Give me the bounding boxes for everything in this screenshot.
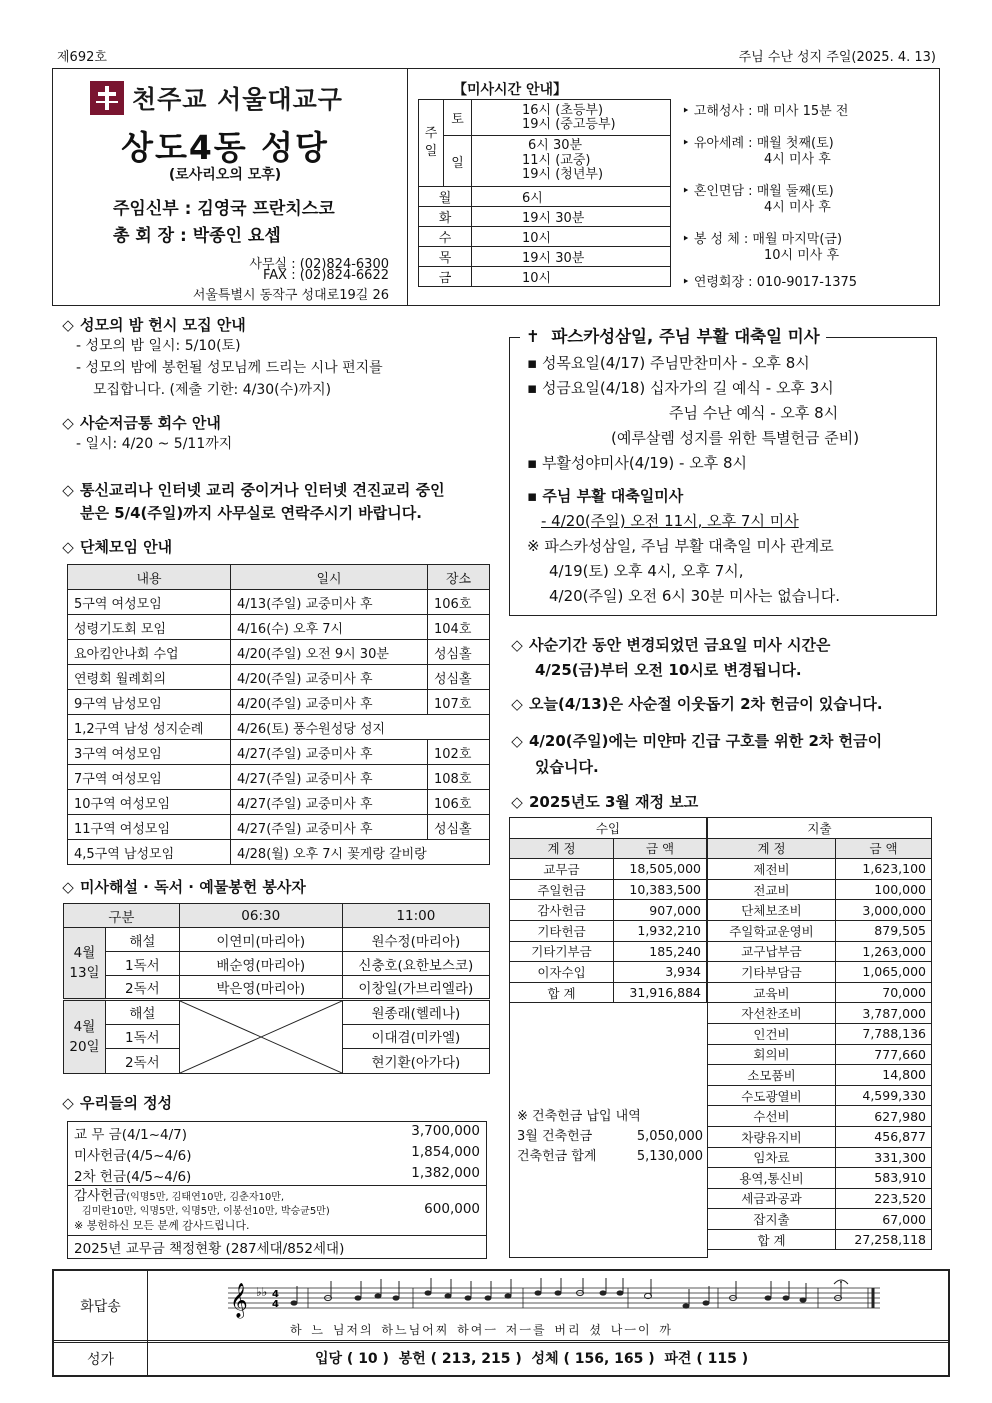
expense-amount: 627,980: [836, 1106, 932, 1127]
bullet-icon: ▪: [527, 487, 543, 505]
arrow-icon: ‣: [682, 104, 694, 119]
total-amount: 27,258,118: [836, 1229, 932, 1250]
col-header: 11:00: [342, 904, 489, 928]
table-row: [68, 765, 490, 790]
group-name: 4,5구역 남성모임: [68, 840, 231, 865]
hymn-label: 성가: [86, 1352, 115, 1368]
svg-text:𝄞: 𝄞: [230, 1283, 248, 1318]
expense-amount: 14,800: [836, 1065, 932, 1086]
building-total-amount: 5,130,000: [636, 1149, 703, 1164]
building-total-label: 건축헌금 합계: [517, 1149, 597, 1164]
empty-cell: [179, 1000, 342, 1074]
expense-item: 자선찬조비: [708, 1003, 836, 1024]
table-row: [68, 690, 490, 715]
income-amount: 907,000: [614, 900, 707, 921]
group-place: 성심홀: [428, 640, 490, 665]
group-name: 연령회 월례회의: [68, 665, 231, 690]
weekday-label: 목: [419, 247, 472, 267]
president: 총 회 장 : 박종인 요셉: [113, 226, 281, 246]
income-item: 감사헌금: [510, 900, 614, 921]
expense-item: 제전비: [708, 859, 836, 880]
expense-item: 주일학교운영비: [708, 920, 836, 941]
group-time: 4/27(주일) 교중미사 후: [231, 815, 428, 840]
group-place: 성심홀: [428, 815, 490, 840]
expense-amount: 70,000: [836, 982, 932, 1003]
table-row: [708, 1126, 932, 1147]
servers-title: ◇ 미사해설 · 독서 · 예물봉헌 봉사자: [60, 876, 306, 897]
divider: [407, 68, 408, 306]
table-row: [510, 900, 707, 921]
table-row: [708, 879, 932, 900]
income-amount: 3,934: [614, 962, 707, 983]
finance-title: ◇ 2025년도 3월 재정 보고: [509, 791, 698, 812]
group-time: 4/16(수) 오후 7시: [231, 615, 428, 640]
thanks-note: ※ 봉헌하신 모든 분께 감사드립니다.: [74, 1218, 250, 1232]
server-name: 박은영(마리아): [179, 976, 342, 1000]
income-amount: 10,383,500: [614, 879, 707, 900]
expense-amount: 1,263,000: [836, 941, 932, 962]
notice-friday-mass: ◇ 사순기간 동안 변경되었던 금요일 미사 시간은 4/25(금)부터 오전 10시로 변경됩니다.: [509, 633, 939, 683]
expense-item: 회의비: [708, 1044, 836, 1065]
diamond-icon: ◇: [62, 414, 74, 432]
psalm-label: 화답송: [80, 1299, 121, 1315]
bullet-icon: ▪: [527, 379, 542, 397]
expense-item: 임차료: [708, 1147, 836, 1168]
total-label: 합 계: [510, 982, 614, 1003]
table-row: [708, 1188, 932, 1209]
income-amount: 1,932,210: [614, 920, 707, 941]
total-row: [510, 982, 707, 1003]
weekday-time: 6시: [472, 187, 671, 207]
expense-item: 세금과공과: [708, 1188, 836, 1209]
col-header: 금 액: [614, 838, 707, 859]
table-row: [510, 962, 707, 983]
mass-times-title: 【미사시간 안내】: [453, 82, 568, 98]
office-phone: 사무실 : (02)824-6300: [249, 257, 389, 272]
table-row: [708, 900, 932, 921]
groups-title: ◇ 단체모임 안내: [60, 536, 172, 557]
table-row: [708, 1209, 932, 1230]
table-row: [708, 941, 932, 962]
expense-amount: 1,065,000: [836, 962, 932, 983]
sunday-day-label: 일: [444, 136, 472, 187]
expense-amount: 3,000,000: [836, 900, 932, 921]
diocese-name: 천주교 서울대교구: [132, 85, 343, 114]
col-header: 구분: [64, 904, 180, 928]
server-name: 이창일(가브리엘라): [342, 976, 489, 1000]
group-place: 106호: [428, 790, 490, 815]
col-header: 일시: [231, 565, 428, 590]
arrow-icon: ‣: [682, 232, 694, 247]
offering-label: 2차 헌금(4/5~4/6): [74, 1168, 192, 1185]
parish-address: 서울특별시 동작구 성대로19길 26: [192, 288, 389, 303]
server-name: 신충호(요한보스코): [342, 952, 489, 976]
income-header: 수입: [510, 818, 707, 839]
role-cell: 1독서: [106, 952, 180, 976]
expense-amount: 4,599,330: [836, 1085, 932, 1106]
table-row: [68, 640, 490, 665]
group-name: 1,2구역 남성 성지순례: [68, 715, 231, 740]
group-place: 102호: [428, 740, 490, 765]
footer-divider: [54, 1342, 948, 1343]
income-table: [509, 817, 707, 1003]
group-time: 4/27(주일) 교중미사 후: [231, 740, 428, 765]
expense-item: 기타부담금: [708, 962, 836, 983]
total-label: 합 계: [708, 1229, 836, 1250]
group-name: 성령기도회 모임: [68, 615, 231, 640]
offering-amount: 1,382,000: [411, 1164, 480, 1181]
weekday-label: 화: [419, 207, 472, 227]
weekday-label: 수: [419, 227, 472, 247]
parish-name: 상도4동 성당: [121, 128, 329, 167]
diocese-logo: [90, 80, 343, 116]
building-fund: [517, 1107, 703, 1167]
col-header: 장소: [428, 565, 490, 590]
thanks-detail: (익명5만, 김태연10만, 김춘자10만,: [126, 1191, 285, 1203]
svg-text:4: 4: [272, 1289, 279, 1300]
thanks-detail: 김미란10만, 익명5만, 익명5만, 이봉선10만, 박승균5만): [82, 1205, 330, 1217]
notice-lent-savings: ◇ 사순저금통 회수 안내 - 일시: 4/20 ~ 5/11까지: [60, 412, 500, 455]
table-row: [510, 920, 707, 941]
expense-item: 수선비: [708, 1106, 836, 1127]
group-time: 4/28(월) 오후 7시 꽃게랑 갈비랑: [231, 840, 490, 865]
expense-item: 차량유지비: [708, 1126, 836, 1147]
diamond-icon: ◇: [62, 316, 74, 334]
notice-myanmar: ◇ 4/20(주일)에는 미얀마 긴급 구호를 위한 2차 헌금이 있습니다.: [509, 728, 939, 780]
income-item: 기타헌금: [510, 920, 614, 941]
income-amount: 18,505,000: [614, 859, 707, 880]
issue-number: 제692호: [57, 50, 107, 65]
server-name: 원종래(헬레나): [342, 1000, 489, 1025]
svg-text:4: 4: [272, 1299, 279, 1310]
table-row: [708, 920, 932, 941]
info-item: ‣ 유아세례 : 매월 첫째(토) 4시 미사 후: [682, 136, 834, 167]
expense-item: 수도광열비: [708, 1085, 836, 1106]
group-place: 106호: [428, 590, 490, 615]
offering-label: 미사헌금(4/5~4/6): [74, 1148, 192, 1164]
group-place: 108호: [428, 765, 490, 790]
expense-amount: 331,300: [836, 1147, 932, 1168]
expense-amount: 1,623,100: [836, 859, 932, 880]
group-name: 10구역 여성모임: [68, 790, 231, 815]
pledge-status: 2025년 교무금 책정현황 (287세대/852세대): [68, 1236, 487, 1259]
income-item: 교무금: [510, 859, 614, 880]
info-list: [682, 104, 857, 291]
weekday-time: 10시: [472, 227, 671, 247]
diamond-icon: ◇: [62, 481, 74, 499]
group-time: 4/26(토) 풍수원성당 성지: [231, 715, 490, 740]
diamond-icon: ◇: [511, 636, 523, 654]
income-amount: 185,240: [614, 941, 707, 962]
group-name: 요아킴안나회 수업: [68, 640, 231, 665]
table-row: [68, 590, 490, 615]
expense-amount: 583,910: [836, 1168, 932, 1189]
group-place: 107호: [428, 690, 490, 715]
group-name: 11구역 여성모임: [68, 815, 231, 840]
role-cell: 해설: [106, 928, 180, 952]
hymn-numbers: 입당 ( 10 ) 봉헌 ( 213, 215 ) 성체 ( 156, 165 ) 파견 ( 115 ): [315, 1351, 749, 1367]
table-row: [68, 715, 490, 740]
table-row: [68, 790, 490, 815]
table-row: [68, 740, 490, 765]
weekday-time: 10시: [472, 267, 671, 287]
income-item: 기타기부금: [510, 941, 614, 962]
fax-number: FAX : (02)824-6622: [262, 268, 389, 283]
info-item: ‣ 봉 성 체 : 매월 마지막(금) 10시 미사 후: [682, 232, 843, 263]
saturday-label: 토: [444, 100, 472, 136]
expense-amount: 100,000: [836, 879, 932, 900]
diamond-icon: ◇: [62, 878, 74, 896]
weekday-label: 월: [419, 187, 472, 207]
diamond-icon: ◇: [511, 793, 523, 811]
role-cell: 1독서: [106, 1024, 180, 1049]
table-row: [68, 815, 490, 840]
group-name: 9구역 남성모임: [68, 690, 231, 715]
offering-label: 교 무 금(4/1~4/7): [74, 1126, 188, 1143]
expense-amount: 67,000: [836, 1209, 932, 1230]
group-time: 4/20(주일) 교중미사 후: [231, 690, 428, 715]
group-name: 5구역 여성모임: [68, 590, 231, 615]
expense-item: 교구납부금: [708, 941, 836, 962]
easter-title: ✝ 파스카성삼일, 주님 부활 대축일 미사: [520, 323, 826, 347]
server-name: 이연미(마리아): [179, 928, 342, 952]
income-item: 주일헌금: [510, 879, 614, 900]
table-row: [708, 962, 932, 983]
sunday-label: 주일: [419, 100, 444, 187]
income-item: 이자수입: [510, 962, 614, 983]
groups-table: [67, 564, 490, 865]
diamond-icon: ◇: [62, 538, 74, 556]
weekday-label: 금: [419, 267, 472, 287]
offering-table: [67, 1121, 487, 1259]
arrow-icon: ‣: [682, 136, 694, 151]
server-name: 이대겸(미카엘): [342, 1024, 489, 1049]
mass-times-table: [418, 99, 671, 287]
expense-amount: 456,877: [836, 1126, 932, 1147]
info-item: ‣ 혼인면담 : 매월 둘째(토) 4시 미사 후: [682, 184, 834, 215]
info-item: ‣ 연령회장 : 010-9017-1375: [682, 275, 858, 290]
server-name: 배순영(마리아): [179, 952, 342, 976]
expense-item: 전교비: [708, 879, 836, 900]
group-name: 7구역 여성모임: [68, 765, 231, 790]
col-header: 계 정: [510, 838, 614, 859]
table-row: [708, 1065, 932, 1086]
expense-amount: 777,660: [836, 1044, 932, 1065]
table-row: [68, 665, 490, 690]
group-name: 3구역 여성모임: [68, 740, 231, 765]
expense-amount: 879,505: [836, 920, 932, 941]
building-month-label: 3월 건축헌금: [517, 1129, 593, 1144]
table-row: [708, 1147, 932, 1168]
pastor: 주임신부 : 김영국 프란치스코: [113, 199, 335, 219]
offering-amount: 1,854,000: [411, 1144, 480, 1160]
weekday-time: 19시 30분: [472, 207, 671, 227]
table-row: [708, 1085, 932, 1106]
diamond-icon: ◇: [62, 1094, 74, 1112]
offering-amount: 3,700,000: [411, 1122, 480, 1139]
server-name: 원수정(마리아): [342, 928, 489, 952]
arrow-icon: ‣: [682, 184, 694, 199]
bullet-icon: ▪: [527, 354, 542, 372]
group-time: 4/13(주일) 교중미사 후: [231, 590, 428, 615]
cross-icon: ✝: [526, 327, 540, 346]
notice-second-collection: ◇ 오늘(4/13)은 사순절 이웃돕기 2차 헌금이 있습니다.: [509, 692, 939, 717]
weekday-time: 19시 30분: [472, 247, 671, 267]
thanks-label: 감사헌금: [74, 1187, 127, 1204]
diamond-icon: ◇: [511, 695, 523, 713]
expense-item: 단체보조비: [708, 900, 836, 921]
table-row: [708, 1106, 932, 1127]
group-place: 성심홀: [428, 665, 490, 690]
table-row: [68, 840, 490, 865]
notice-catechism: ◇ 통신교리나 인터넷 교리 중이거나 인터넷 견진교리 중인 분은 5/4(주일)까지 사무실로 연락주시기 바랍니다.: [60, 479, 500, 525]
role-cell: 해설: [106, 1000, 180, 1025]
group-time: 4/27(주일) 교중미사 후: [231, 790, 428, 815]
total-amount: 31,916,884: [614, 982, 707, 1003]
role-cell: 2독서: [106, 1049, 180, 1074]
table-row: [510, 941, 707, 962]
col-header: 계 정: [708, 838, 836, 859]
expense-amount: 7,788,136: [836, 1023, 932, 1044]
expense-item: 잡지출: [708, 1209, 836, 1230]
expense-item: 소모품비: [708, 1065, 836, 1086]
col-header: 06:30: [179, 904, 342, 928]
sunday-times: 6시 30분 11시 (교중) 19시 (청년부): [472, 136, 671, 187]
server-name: 현기환(아가다): [342, 1049, 489, 1074]
table-row: [708, 1023, 932, 1044]
expense-table: [707, 817, 932, 1250]
role-cell: 2독서: [106, 976, 180, 1000]
saturday-times: 16시 (초등부) 19시 (중고등부): [472, 100, 671, 136]
table-row: [68, 615, 490, 640]
table-row: [708, 982, 932, 1003]
servers-table: [63, 903, 490, 1074]
table-row: [708, 1003, 932, 1024]
expense-item: 용역,통신비: [708, 1168, 836, 1189]
building-fund-title: ※ 건축헌금 납입 내역: [517, 1109, 641, 1124]
expense-item: 교육비: [708, 982, 836, 1003]
group-time: 4/27(주일) 교중미사 후: [231, 765, 428, 790]
easter-list: ▪ 성목요일(4/17) 주님만찬미사 - 오후 8시 ▪ 성금요일(4/18) 십자가의 길 예식 - 오후 3시 주님 수난 예식 - 오후 8시 (예루살렘 성지를 위한 특별헌금 준비) ▪ 부활성야미사(4/19) - 오후 8시 ▪ 주님 부활 대축일미사 - 4/20(주일) 오전 11시, 오후 7시 미사 ※ 파스카성삼일, 주님 부활 대축일 미사 관계로 4/19(토) 오후 4시, 오후 7시, 4/20(주일) 오전 6시 30분 미사는 없습니다.: [527, 354, 860, 605]
psalm-lyrics: 하 느 님저의 하느님어찌 하여ㅡ 저ㅡ를 버리 셨 나ㅡ이 까: [290, 1323, 673, 1337]
issue-date: 주님 수난 성지 주일(2025. 4. 13): [738, 50, 936, 65]
group-time: 4/20(주일) 오전 9시 30분: [231, 640, 428, 665]
col-header: 금 액: [836, 838, 932, 859]
expense-amount: 223,520: [836, 1188, 932, 1209]
table-row: [708, 859, 932, 880]
building-month-amount: 5,050,000: [636, 1129, 703, 1144]
info-item: ‣ 고해성사 : 매 미사 15분 전: [682, 104, 849, 119]
diocese-emblem-icon: [90, 81, 124, 115]
footer-divider: [54, 1340, 948, 1341]
table-row: [708, 1044, 932, 1065]
expense-header: 지출: [708, 818, 932, 839]
table-row: [510, 859, 707, 880]
footer-col-divider: [147, 1271, 148, 1375]
group-place: 104호: [428, 615, 490, 640]
psalm-music-staff: [228, 1278, 880, 1320]
expense-item: 인건비: [708, 1023, 836, 1044]
notice-marian-night: ◇ 성모의 밤 헌시 모집 안내 - 성모의 밤 일시: 5/10(토) - 성모의 밤에 봉헌될 성모님께 드리는 시나 편지를 모집합니다. (제출 기한: 4/30(수)까지): [60, 314, 500, 401]
thanks-amount: 600,000: [424, 1201, 480, 1217]
table-row: [708, 1168, 932, 1189]
diamond-icon: ◇: [511, 732, 523, 750]
arrow-icon: ‣: [682, 275, 694, 290]
col-header: 내용: [68, 565, 231, 590]
date-cell: 4월 13일: [64, 928, 106, 1000]
total-row: [708, 1229, 932, 1250]
group-time: 4/20(주일) 교중미사 후: [231, 665, 428, 690]
svg-text:♭♭: ♭♭: [256, 1285, 268, 1299]
expense-amount: 3,787,000: [836, 1003, 932, 1024]
offering-title: ◇ 우리들의 정성: [60, 1092, 172, 1113]
parish-patron: (로사리오의 모후): [168, 167, 282, 183]
table-row: [510, 879, 707, 900]
bullet-icon: ▪: [527, 454, 542, 472]
date-cell: 4월 20일: [64, 1000, 106, 1074]
